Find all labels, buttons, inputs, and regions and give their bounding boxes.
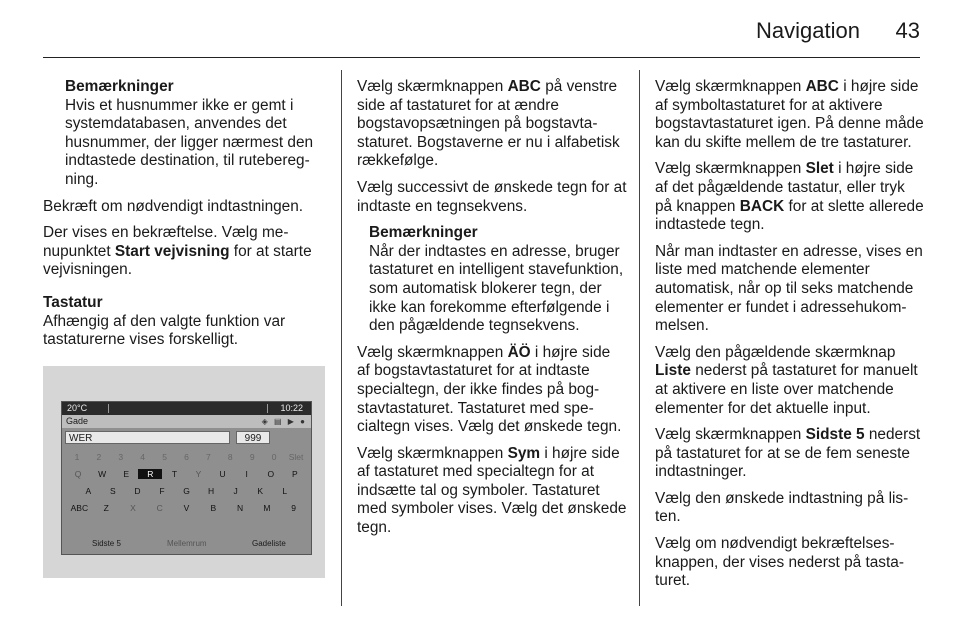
key[interactable]: 9 <box>291 502 296 513</box>
key[interactable]: U <box>219 468 226 479</box>
address-input[interactable]: WER <box>65 431 230 444</box>
paragraph: Vælg skærmknappen Sym i højre side af tastaturet med specialtegn for at indsætte tal og symboler. Tastaturet med symboler vises. Vælg det ønskede tegn. <box>357 444 627 537</box>
key[interactable]: 5 <box>162 451 167 462</box>
breadcrumb <box>62 415 311 428</box>
paragraph: Når man indtaster en adresse, vises en liste med matchende elementer automatisk, når op til seks matchende elementer er fundet i adressehukommelsen. <box>655 242 923 335</box>
abc-key[interactable]: ABC <box>70 502 89 513</box>
column-divider <box>639 70 640 606</box>
note-text: Hvis et husnummer ikke er gemt i systemdatabasen, anvendes det husnummer, der ligger nærmest den indtastede destination, til ruteberegning. <box>65 96 314 188</box>
page-number: 43 <box>895 18 920 43</box>
section-heading: Tastatur <box>43 293 103 311</box>
paragraph: Vælg skærmknappen Sidste 5 nederst på tastaturet for at se de fem seneste indtastninger. <box>655 426 921 481</box>
key[interactable]: 7 <box>206 451 211 462</box>
key[interactable]: 2 <box>96 451 102 462</box>
last-5-button[interactable]: Sidste 5 <box>92 539 121 548</box>
note-box <box>43 78 328 190</box>
note-text: Når der indtastes en adresse, bruger tastaturet en intelligent stavefunktion, som automatisk blokerer tegn, der ikke kan forekomme efterfølgende i den pågældende tegnsekvens. <box>369 242 624 335</box>
paragraph: Afhængig af den valgte funktion var tastaturerne vises forskelligt. <box>43 312 286 349</box>
note-box <box>357 224 627 336</box>
paragraph: Bekræft om nødvendigt indtastningen. <box>43 197 304 215</box>
key[interactable]: N <box>237 502 244 513</box>
middle-column <box>357 78 627 546</box>
key[interactable]: B <box>210 502 217 513</box>
paragraph: Vælg om nødvendigt bekræftelsesknappen, der vises nederst på tastaturet. <box>655 535 904 590</box>
key[interactable]: F <box>159 485 165 496</box>
paragraph: Vælg den ønskede indtastning på listen. <box>655 489 909 526</box>
key[interactable]: V <box>183 502 190 513</box>
breadcrumb-label: Gade <box>66 416 89 426</box>
key[interactable]: L <box>282 485 288 496</box>
status-bar <box>62 402 311 415</box>
keyboard-row-2 <box>62 482 311 499</box>
delete-key[interactable]: Slet <box>288 451 304 462</box>
key-selected[interactable]: R <box>138 469 162 479</box>
note-heading: Bemærkninger <box>65 78 174 95</box>
key[interactable]: O <box>267 468 275 479</box>
paragraph: Vælg skærmknappen ÄÖ i højre side af bogstavtastaturet for at indtaste specialtegn, der ikke findes på bogstavtastaturet. Tastaturet med specialtegn vises. Vælg det ønskede tegn. <box>357 343 622 436</box>
paragraph: Der vises en bekræftelse. Vælg menupunktet Start vejvisning for at starte vejvisningen. <box>43 224 312 279</box>
paragraph: Vælg skærmknappen Slet i højre side af det pågældende tastatur, eller tryk på knappen BACK for at slette allerede indtastede tegn. <box>655 160 924 234</box>
key[interactable]: 8 <box>227 451 233 462</box>
match-count: 999 <box>236 431 270 444</box>
key[interactable]: J <box>233 485 238 496</box>
key[interactable]: H <box>208 485 215 496</box>
paragraph: Vælg successivt de ønskede tegn for at indtaste en tegnsekvens. <box>357 178 627 215</box>
key[interactable]: 0 <box>271 451 277 462</box>
key[interactable]: A <box>85 485 92 496</box>
key[interactable]: 6 <box>184 451 189 462</box>
paragraph: Vælg den pågældende skærmknap Liste nederst på tastaturet for manuelt at aktivere en liste over matchende elementer for det aktuelle input. <box>655 343 918 417</box>
key[interactable]: 1 <box>74 451 80 462</box>
key[interactable]: P <box>292 468 298 479</box>
key[interactable]: X <box>130 502 136 513</box>
key[interactable]: D <box>134 485 141 496</box>
temperature: 20°C <box>67 403 88 413</box>
key[interactable]: Q <box>74 468 82 479</box>
status-icons: ◈ ▤ ▶ ● <box>261 417 307 426</box>
key[interactable]: 9 <box>249 451 255 462</box>
keyboard-row-numbers <box>62 448 311 465</box>
keyboard-row-1 <box>62 465 311 482</box>
street-list-button[interactable]: Gadeliste <box>252 539 286 548</box>
left-column <box>43 78 328 358</box>
keyboard-row-3 <box>62 499 311 516</box>
key[interactable]: I <box>245 468 248 479</box>
key[interactable]: Y <box>195 468 202 479</box>
key[interactable]: Z <box>103 502 109 513</box>
key[interactable]: K <box>257 485 264 496</box>
paragraph: Vælg skærmknappen ABC på venstre side af tastaturet for at ændre bogstavopsætningen på bogstavtastaturet. Bogstaverne er nu i alfabetisk rækkefølge. <box>357 78 620 170</box>
key[interactable]: G <box>183 485 190 496</box>
note-heading: Bemærkninger <box>369 224 478 242</box>
clock: 10:22 <box>280 403 303 413</box>
column-divider <box>341 70 342 606</box>
display-screen <box>61 401 312 555</box>
keyboard-screenshot <box>43 366 325 578</box>
right-column <box>655 78 925 599</box>
keyboard-bottom-bar <box>62 537 311 551</box>
key[interactable]: T <box>171 468 178 479</box>
key[interactable]: M <box>263 502 271 513</box>
key[interactable]: C <box>156 502 163 513</box>
key[interactable]: S <box>110 485 116 496</box>
header-rule <box>43 57 920 58</box>
key[interactable]: 4 <box>140 451 146 462</box>
paragraph: Vælg skærmknappen ABC i højre side af symboltastaturet for at aktivere bogstavtastaturet igen. På denne måde kan du skifte mellem de tre tastaturer. <box>655 78 924 151</box>
key[interactable]: E <box>123 468 130 479</box>
key[interactable]: W <box>98 468 107 479</box>
space-button[interactable]: Mellemrum <box>167 539 207 548</box>
entry-row <box>62 428 311 448</box>
key[interactable]: 3 <box>118 451 124 462</box>
header-title: Navigation <box>756 18 860 43</box>
